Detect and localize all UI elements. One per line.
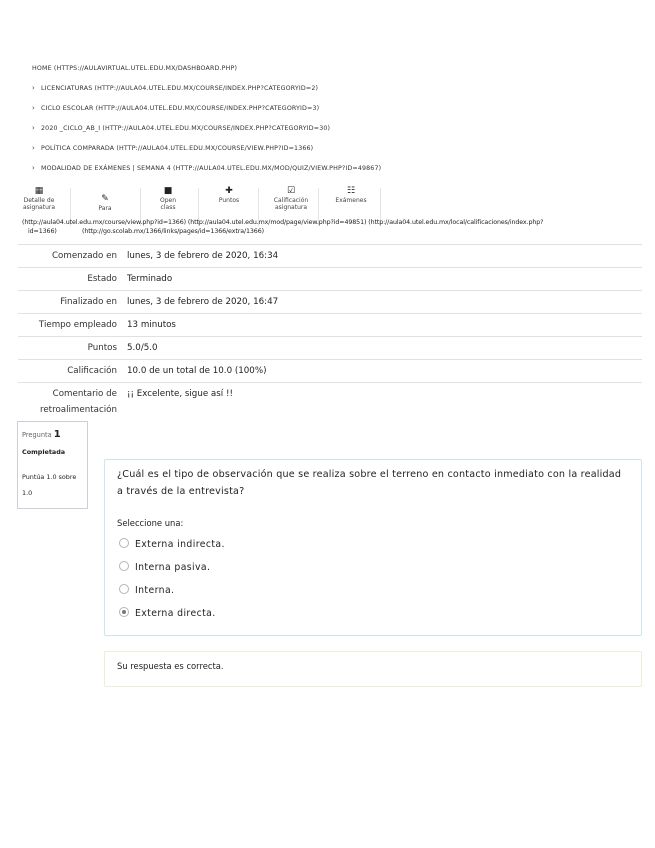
nav-label-2: asignatura <box>274 204 308 211</box>
question-info <box>17 421 88 509</box>
summary-label: Puntos <box>18 337 123 360</box>
nav-label-2: asignatura <box>22 204 56 211</box>
question-grade: Puntúa 1.0 sobre 1.0 <box>22 473 77 497</box>
answer-option[interactable] <box>119 561 210 573</box>
plus-icon: ✚ <box>225 186 233 196</box>
summary-row <box>18 245 642 268</box>
nav-calificacion-asignatura[interactable] <box>266 186 316 211</box>
nav-open-class[interactable] <box>143 186 193 211</box>
breadcrumb-label: CICLO ESCOLAR (HTTP://AULA04.UTEL.EDU.MX/COURSE/INDEX.PHP?CATEGORYID=3) <box>41 105 320 112</box>
summary-row <box>18 383 642 422</box>
radio-button[interactable] <box>119 561 129 571</box>
summary-value: lunes, 3 de febrero de 2020, 16:34 <box>123 245 642 268</box>
breadcrumb-item-modalidad-examenes[interactable] <box>32 164 381 172</box>
summary-row <box>18 337 642 360</box>
breadcrumb-item-licenciaturas[interactable] <box>32 84 318 92</box>
paperclip-icon: ✎ <box>101 194 109 204</box>
question-number <box>22 429 61 440</box>
summary-label: Estado <box>18 268 123 291</box>
summary-label: Comentario de retroalimentación <box>18 383 123 422</box>
nav-examenes[interactable] <box>326 186 376 204</box>
summary-label: Finalizado en <box>18 291 123 314</box>
answer-option[interactable] <box>119 584 174 596</box>
nav-label: Open <box>159 197 177 204</box>
summary-label: Comenzado en <box>18 245 123 268</box>
sitemap-icon: ▦ <box>34 186 44 196</box>
summary-value: ¡¡ Excelente, sigue así !! <box>123 383 642 422</box>
breadcrumb-item-ciclo-ab[interactable] <box>32 124 330 132</box>
feedback-text: Su respuesta es correcta. <box>117 661 224 671</box>
question-text: ¿Cuál es el tipo de observación que se realiza sobre el terreno en contacto inmediato con la realidad a través de la entrevista? <box>117 469 622 497</box>
nav-label: Exámenes <box>335 197 367 204</box>
nav-puntos[interactable] <box>204 186 254 204</box>
answer-option-label: Externa indirecta. <box>135 539 225 550</box>
nav-label: Puntos <box>218 197 240 204</box>
radio-button-selected[interactable] <box>119 607 129 617</box>
nav-label: Calificación <box>273 197 309 204</box>
breadcrumb-home[interactable]: HOME (HTTPS://AULAVIRTUAL.UTEL.EDU.MX/DASHBOARD.PHP) <box>32 65 238 72</box>
question-number-label: Pregunta <box>22 431 52 439</box>
nav-label: Para <box>98 205 112 212</box>
chevron-right-icon: › <box>32 84 35 92</box>
clipboard-icon: ☷ <box>346 186 356 196</box>
answer-option-label: Interna pasiva. <box>135 562 211 573</box>
summary-value: 5.0/5.0 <box>123 337 642 360</box>
nav-para[interactable] <box>80 194 130 212</box>
chevron-right-icon: › <box>32 164 35 172</box>
question-state: Completada <box>22 448 66 456</box>
nav-url-line[interactable]: (http://go.scolab.mx/1366/links/pages/id=1366/extra/1366) <box>82 228 264 235</box>
summary-value: 10.0 de un total de 10.0 (100%) <box>123 360 642 383</box>
nav-detalle-asignatura[interactable] <box>14 186 64 211</box>
breadcrumb-label: MODALIDAD DE EXÁMENES | SEMANA 4 (HTTP://AULA04.UTEL.EDU.MX/MOD/QUIZ/VIEW.PHP?ID=49867) <box>41 165 382 172</box>
attempt-summary-table <box>18 244 642 421</box>
summary-row <box>18 268 642 291</box>
question-number-value: 1 <box>53 429 61 440</box>
summary-label: Calificación <box>18 360 123 383</box>
answer-option[interactable] <box>119 538 225 550</box>
breadcrumb-item-ciclo-escolar[interactable] <box>32 104 319 112</box>
summary-value: 13 minutos <box>123 314 642 337</box>
check-square-icon: ☑ <box>286 186 296 196</box>
breadcrumb-label: POLÍTICA COMPARADA (HTTP://AULA04.UTEL.EDU.MX/COURSE/VIEW.PHP?ID=1366) <box>41 145 314 152</box>
breadcrumb-label: LICENCIATURAS (HTTP://AULA04.UTEL.EDU.MX/COURSE/INDEX.PHP?CATEGORYID=2) <box>41 85 319 92</box>
breadcrumb-item-politica-comparada[interactable] <box>32 144 313 152</box>
summary-label: Tiempo empleado <box>18 314 123 337</box>
nav-url-line[interactable]: id=1366) <box>28 228 57 235</box>
answer-option-selected[interactable] <box>119 607 216 619</box>
nav-url-line[interactable]: (http://aula04.utel.edu.mx/course/view.php?id=1366) (http://aula04.utel.edu.mx/mod/page/view.php?id=49851) (http://aula04.utel.edu.mx/local/calificaciones/index.php? <box>22 219 544 226</box>
breadcrumb-label: 2020 _CICLO_AB_I (HTTP://AULA04.UTEL.EDU.MX/COURSE/INDEX.PHP?CATEGORYID=30) <box>41 125 331 132</box>
chevron-right-icon: › <box>32 104 35 112</box>
nav-label: Detalle de <box>23 197 55 204</box>
summary-value: Terminado <box>123 268 642 291</box>
chevron-right-icon: › <box>32 144 35 152</box>
summary-row <box>18 314 642 337</box>
radio-button[interactable] <box>119 584 129 594</box>
summary-value: lunes, 3 de febrero de 2020, 16:47 <box>123 291 642 314</box>
answer-option-label: Interna. <box>135 585 175 596</box>
feedback-box <box>104 651 642 687</box>
radio-button[interactable] <box>119 538 129 548</box>
summary-row <box>18 291 642 314</box>
chevron-right-icon: › <box>32 124 35 132</box>
nav-label-2: class <box>160 204 176 211</box>
video-camera-icon: ■ <box>163 186 173 196</box>
question-prompt: Seleccione una: <box>117 518 184 528</box>
answer-option-label: Externa directa. <box>135 608 216 619</box>
summary-row <box>18 360 642 383</box>
question-content <box>104 459 642 636</box>
